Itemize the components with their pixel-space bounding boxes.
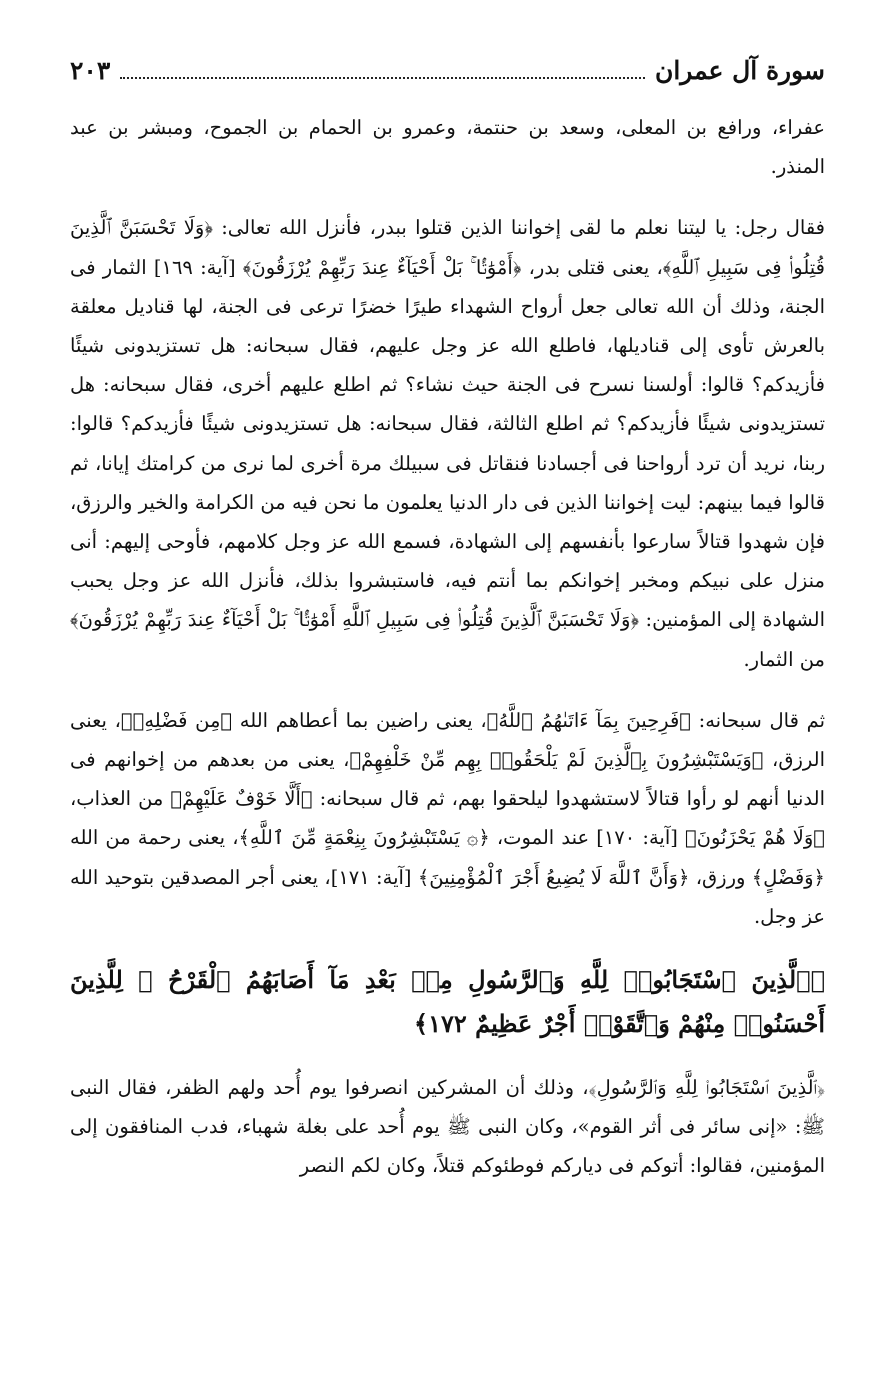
paragraph-rejoicing-commentary: ثم قال سبحانه: ﴿فَرِحِينَ بِمَآ ءَاتَىٰهُمُ ٱللَّهُ﴾، يعنى راضين بما أعطاهم الله ﴿مِن فَضْلِهِۦ﴾، يعنى الرزق، ﴿وَيَسْتَبْشِرُونَ بِٱلَّذِينَ لَمْ يَلْحَقُوا۟ بِهِم مِّنْ خَلْفِهِمْ﴾، يعنى من بعدهم من إخوانهم فى الدنيا أنهم لو رأوا قتالاً لاستشهدوا ليلحقوا بهم، ثم قال سبحانه: ﴿أَلَّا خَوْفٌ عَلَيْهِمْ﴾ من العذاب، ﴿وَلَا هُمْ يَحْزَنُونَ﴾ [آية: ١٧٠] عند الموت، ﴿۞ يَسْتَبْشِرُونَ بِنِعْمَةٍ مِّنَ ٱللَّهِ﴾، يعنى رحمة من الله ﴿وَفَضْلٍ﴾ ورزق، ﴿وَأَنَّ ٱللَّهَ لَا يُضِيعُ أَجْرَ ٱلْمُؤْمِنِينَ﴾ [آية: ١٧١]، يعنى أجر المصدقين بتوحيد الله عز وجل. bbox=[70, 708, 825, 928]
paragraph-martyrs-story: فقال رجل: يا ليتنا نعلم ما لقى إخواننا الذين قتلوا ببدر، فأنزل الله تعالى: ﴿وَلَا تَحْسَبَنَّ ٱلَّذِينَ قُتِلُوا۟ فِى سَبِيلِ ٱللَّهِ﴾، يعنى قتلى بدر، ﴿أَمْوَٰتًۢا ۚ بَلْ أَحْيَآءٌ عِندَ رَبِّهِمْ يُرْزَقُونَ﴾ [آية: ١٦٩] الثمار فى الجنة، وذلك أن الله تعالى جعل أرواح الشهداء طيرًا خضرًا ترعى فى الجنة، لها قناديل معلقة بالعرش تأوى إلى قناديلها، فاطلع الله عز وجل عليهم، فقال سبحانه: هل تستزيدونى شيئًا فأزيدكم؟ قالوا: أولسنا نسرح فى الجنة حيث نشاء؟ ثم اطلع عليهم أخرى، فقال سبحانه: هل تستزيدونى شيئًا فأزيدكم؟ ثم اطلع الثالثة، فقال سبحانه: هل تستزيدونى شيئًا فأزيدكم؟ قالوا: ربنا، نريد أن ترد أرواحنا فى أجسادنا فنقاتل فى سبيلك مرة أخرى لما نرى من كرامتك إيانا، ثم قالوا فيما بينهم: ليت إخواننا الذين فى دار الدنيا يعلمون ما نحن فيه من الكرامة والخير والرزق، فإن شهدوا قتالاً سارعوا بأنفسهم إلى الشهادة، فسمع الله عز وجل كلامهم، فأوحى إليهم: أنى منزل على نبيكم ومخبر إخوانكم بما أنتم فيه، فاستبشروا بذلك، فأنزل الله عز وجل يحبب الشهادة إلى المؤمنين: ﴿وَلَا تَحْسَبَنَّ ٱلَّذِينَ قُتِلُوا۟ فِى سَبِيلِ ٱللَّهِ أَمْوَٰتًۢا ۚ بَلْ أَحْيَآءٌ عِندَ رَبِّهِمْ يُرْزَقُونَ﴾ من الثمار. bbox=[70, 216, 825, 671]
quran-verse-172: ﴿ٱلَّذِينَ ٱسْتَجَابُوا۟ لِلَّهِ وَٱلرَّسُولِ مِنۢ بَعْدِ مَآ أَصَابَهُمُ ٱلْقَرْحُ ۚ لِلَّذِينَ أَحْسَنُوا۟ مِنْهُمْ وَٱتَّقَوْا۟ أَجْرٌ عَظِيمٌ ١٧٢﴾ bbox=[70, 965, 825, 1039]
paragraph-gap bbox=[70, 1046, 825, 1068]
page-number: ٢٠٣ bbox=[70, 56, 111, 85]
paragraph-gap bbox=[70, 679, 825, 701]
paragraph-continuation: عفراء، ورافع بن المعلى، وسعد بن حنتمة، وعمرو بن الحمام بن الجموح، ومبشر بن عبد المنذر. bbox=[70, 116, 825, 179]
running-header bbox=[70, 56, 825, 96]
paragraph-gap bbox=[70, 186, 825, 208]
paragraph-uhud-commentary: ﴿ٱلَّذِينَ ٱسْتَجَابُوا۟ لِلَّهِ وَٱلرَّسُولِ﴾، وذلك أن المشركين انصرفوا يوم أُحد ولهم الظفر، فقال النبى ﷺ: «إنى سائر فى أثر القوم»، وكان النبى ﷺ يوم أُحد على بغلة شهباء، فدب المنافقون إلى المؤمنين، فقالوا: أتوكم فى دياركم فوطئوكم قتلاً، وكان لكم النصر bbox=[70, 1076, 825, 1178]
surah-title: سورة آل عمران bbox=[654, 56, 825, 85]
paragraph-gap bbox=[70, 936, 825, 958]
header-dotted-leader bbox=[120, 76, 645, 79]
